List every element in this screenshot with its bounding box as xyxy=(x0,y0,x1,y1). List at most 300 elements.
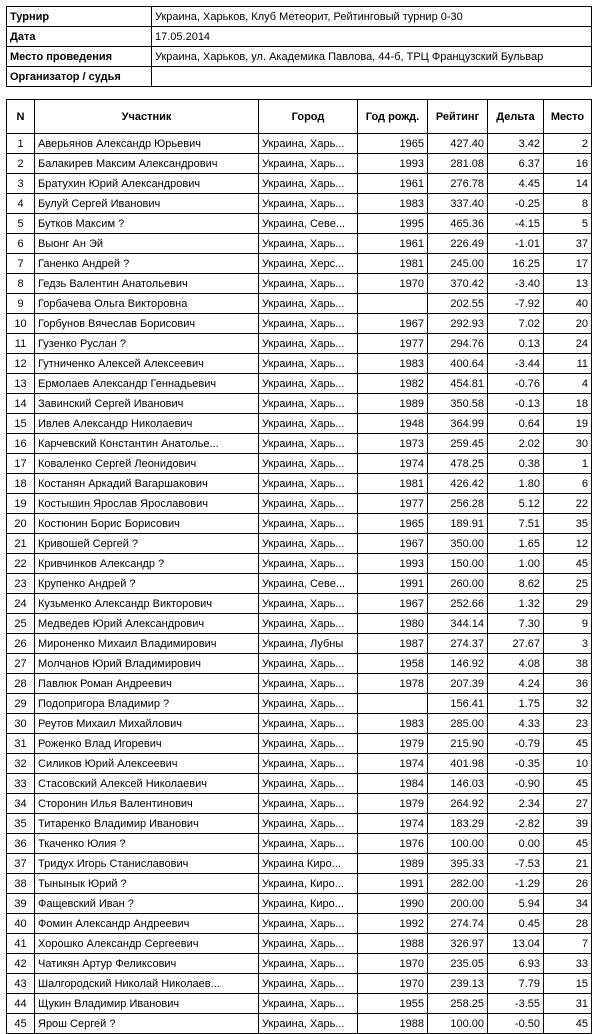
cell-number: 6 xyxy=(7,234,35,254)
cell-delta: 0.13 xyxy=(488,334,544,354)
cell-rating: 239.13 xyxy=(428,974,488,994)
cell-delta: 6.93 xyxy=(488,954,544,974)
cell-number: 45 xyxy=(7,1014,35,1034)
cell-rating: 350.58 xyxy=(428,394,488,414)
table-row xyxy=(7,534,592,554)
info-row-tournament xyxy=(7,7,592,27)
cell-delta: -4.15 xyxy=(488,214,544,234)
cell-rating: 264.92 xyxy=(428,794,488,814)
table-row xyxy=(7,374,592,394)
cell-rating: 294.76 xyxy=(428,334,488,354)
table-row xyxy=(7,714,592,734)
cell-participant: Ярош Сергей ? xyxy=(35,1014,259,1034)
cell-birth-year: 1974 xyxy=(358,454,428,474)
cell-participant: Балакирев Максим Александрович xyxy=(35,154,259,174)
cell-participant: Силиков Юрий Алексеевич xyxy=(35,754,259,774)
cell-delta: 7.02 xyxy=(488,314,544,334)
cell-place: 32 xyxy=(544,694,592,714)
cell-city: Украина, Харь... xyxy=(259,694,358,714)
cell-place: 8 xyxy=(544,194,592,214)
cell-birth-year: 1961 xyxy=(358,234,428,254)
table-row xyxy=(7,354,592,374)
cell-rating: 202.55 xyxy=(428,294,488,314)
cell-rating: 260.00 xyxy=(428,574,488,594)
cell-city: Украина, Харь... xyxy=(259,474,358,494)
info-value: 17.05.2014 xyxy=(152,27,592,47)
table-row xyxy=(7,434,592,454)
info-value: Украина, Харьков, ул. Академика Павлова, 44-б, ТРЦ Французский Бульвар xyxy=(152,47,592,67)
table-row xyxy=(7,154,592,174)
cell-place: 35 xyxy=(544,514,592,534)
cell-number: 4 xyxy=(7,194,35,214)
cell-place: 7 xyxy=(544,934,592,954)
cell-participant: Ермолаев Александр Геннадьевич xyxy=(35,374,259,394)
cell-participant: Реутов Михаил Михайлович xyxy=(35,714,259,734)
cell-city: Украина, Харь... xyxy=(259,314,358,334)
cell-participant: Мироненко Михаил Владимирович xyxy=(35,634,259,654)
cell-rating: 146.03 xyxy=(428,774,488,794)
cell-delta: -3.40 xyxy=(488,274,544,294)
cell-place: 30 xyxy=(544,434,592,454)
cell-place: 13 xyxy=(544,274,592,294)
cell-place: 29 xyxy=(544,594,592,614)
cell-city: Украина, Севе... xyxy=(259,214,358,234)
cell-rating: 207.39 xyxy=(428,674,488,694)
table-row xyxy=(7,514,592,534)
cell-place: 40 xyxy=(544,294,592,314)
cell-participant: Щукин Владимир Иванович xyxy=(35,994,259,1014)
cell-rating: 256.28 xyxy=(428,494,488,514)
cell-participant: Крупенко Андрей ? xyxy=(35,574,259,594)
cell-place: 39 xyxy=(544,814,592,834)
cell-delta: 4.08 xyxy=(488,654,544,674)
table-row xyxy=(7,554,592,574)
cell-number: 1 xyxy=(7,134,35,154)
cell-birth-year: 1980 xyxy=(358,614,428,634)
cell-participant: Фомин Александр Андреевич xyxy=(35,914,259,934)
cell-place: 5 xyxy=(544,214,592,234)
table-row xyxy=(7,834,592,854)
cell-place: 45 xyxy=(544,554,592,574)
cell-delta: 16.25 xyxy=(488,254,544,274)
cell-participant: Тридух Игорь Станиславович xyxy=(35,854,259,874)
cell-rating: 454.81 xyxy=(428,374,488,394)
cell-participant: Гузенко Руслан ? xyxy=(35,334,259,354)
cell-rating: 252.66 xyxy=(428,594,488,614)
cell-birth-year: 1973 xyxy=(358,434,428,454)
cell-birth-year: 1958 xyxy=(358,654,428,674)
cell-number: 34 xyxy=(7,794,35,814)
cell-participant: Ткаченко Юлия ? xyxy=(35,834,259,854)
cell-rating: 245.00 xyxy=(428,254,488,274)
cell-place: 45 xyxy=(544,1014,592,1034)
cell-city: Украина, Харь... xyxy=(259,914,358,934)
cell-city: Украина, Харь... xyxy=(259,354,358,374)
cell-delta: 27.67 xyxy=(488,634,544,654)
cell-rating: 364.99 xyxy=(428,414,488,434)
cell-participant: Гутниченко Алексей Алексеевич xyxy=(35,354,259,374)
cell-city: Украина, Харь... xyxy=(259,454,358,474)
table-row xyxy=(7,814,592,834)
cell-place: 28 xyxy=(544,914,592,934)
cell-participant: Карчевский Константин Анатолье... xyxy=(35,434,259,454)
table-row xyxy=(7,254,592,274)
table-row xyxy=(7,574,592,594)
column-header-city: Город xyxy=(259,100,358,134)
cell-birth-year: 1955 xyxy=(358,994,428,1014)
cell-city: Украина, Харь... xyxy=(259,134,358,154)
table-row xyxy=(7,974,592,994)
cell-city: Украина, Харь... xyxy=(259,514,358,534)
cell-birth-year: 1993 xyxy=(358,554,428,574)
cell-birth-year: 1979 xyxy=(358,734,428,754)
cell-birth-year: 1961 xyxy=(358,174,428,194)
cell-delta: 8.62 xyxy=(488,574,544,594)
cell-delta: 5.94 xyxy=(488,894,544,914)
cell-birth-year: 1993 xyxy=(358,154,428,174)
cell-number: 44 xyxy=(7,994,35,1014)
cell-participant: Костанян Аркадий Вагаршакович xyxy=(35,474,259,494)
cell-place: 25 xyxy=(544,574,592,594)
cell-number: 7 xyxy=(7,254,35,274)
cell-birth-year: 1983 xyxy=(358,714,428,734)
cell-birth-year: 1991 xyxy=(358,874,428,894)
table-row xyxy=(7,474,592,494)
cell-delta: -0.35 xyxy=(488,754,544,774)
cell-number: 23 xyxy=(7,574,35,594)
cell-city: Украина Киро... xyxy=(259,854,358,874)
column-header-place: Место xyxy=(544,100,592,134)
table-row xyxy=(7,414,592,434)
cell-number: 42 xyxy=(7,954,35,974)
table-row xyxy=(7,794,592,814)
cell-city: Украина, Харь... xyxy=(259,774,358,794)
cell-number: 38 xyxy=(7,874,35,894)
cell-delta: -0.25 xyxy=(488,194,544,214)
cell-rating: 292.93 xyxy=(428,314,488,334)
cell-birth-year: 1991 xyxy=(358,574,428,594)
cell-delta: -0.79 xyxy=(488,734,544,754)
cell-number: 31 xyxy=(7,734,35,754)
cell-rating: 226.49 xyxy=(428,234,488,254)
cell-delta: -0.90 xyxy=(488,774,544,794)
cell-place: 24 xyxy=(544,334,592,354)
cell-rating: 258.25 xyxy=(428,994,488,1014)
cell-birth-year: 1995 xyxy=(358,214,428,234)
cell-city: Украина, Киро... xyxy=(259,894,358,914)
cell-number: 37 xyxy=(7,854,35,874)
cell-birth-year: 1981 xyxy=(358,254,428,274)
cell-participant: Молчанов Юрий Владимирович xyxy=(35,654,259,674)
cell-city: Украина, Харь... xyxy=(259,674,358,694)
cell-rating: 274.74 xyxy=(428,914,488,934)
cell-city: Украина, Харь... xyxy=(259,234,358,254)
cell-city: Украина, Херс... xyxy=(259,254,358,274)
cell-delta: 4.24 xyxy=(488,674,544,694)
cell-rating: 281.08 xyxy=(428,154,488,174)
table-row xyxy=(7,874,592,894)
cell-rating: 276.78 xyxy=(428,174,488,194)
cell-participant: Роженко Влад Игоревич xyxy=(35,734,259,754)
cell-delta: -3.44 xyxy=(488,354,544,374)
cell-number: 24 xyxy=(7,594,35,614)
cell-rating: 183.29 xyxy=(428,814,488,834)
table-row xyxy=(7,454,592,474)
table-row xyxy=(7,854,592,874)
cell-delta: 0.64 xyxy=(488,414,544,434)
cell-place: 45 xyxy=(544,734,592,754)
table-row xyxy=(7,734,592,754)
cell-participant: Тынынык Юрий ? xyxy=(35,874,259,894)
cell-city: Украина, Харь... xyxy=(259,754,358,774)
cell-participant: Кузьменко Александр Викторович xyxy=(35,594,259,614)
cell-participant: Павлюк Роман Андреевич xyxy=(35,674,259,694)
cell-city: Украина, Лубны xyxy=(259,634,358,654)
cell-participant: Горбунов Вячеслав Борисович xyxy=(35,314,259,334)
cell-rating: 259.45 xyxy=(428,434,488,454)
table-row xyxy=(7,654,592,674)
cell-place: 10 xyxy=(544,754,592,774)
cell-delta: -7.92 xyxy=(488,294,544,314)
table-row xyxy=(7,594,592,614)
cell-birth-year: 1974 xyxy=(358,754,428,774)
cell-city: Украина, Севе... xyxy=(259,574,358,594)
cell-place: 23 xyxy=(544,714,592,734)
info-row-venue xyxy=(7,47,592,67)
cell-delta: 7.51 xyxy=(488,514,544,534)
cell-number: 17 xyxy=(7,454,35,474)
cell-delta: 0.00 xyxy=(488,834,544,854)
cell-number: 27 xyxy=(7,654,35,674)
cell-place: 9 xyxy=(544,614,592,634)
cell-place: 17 xyxy=(544,254,592,274)
cell-participant: Костюнин Борис Борисович xyxy=(35,514,259,534)
cell-city: Украина, Харь... xyxy=(259,194,358,214)
cell-rating: 400.64 xyxy=(428,354,488,374)
cell-delta: -0.76 xyxy=(488,374,544,394)
cell-delta: 7.79 xyxy=(488,974,544,994)
info-label: Организатор / судья xyxy=(7,67,152,87)
cell-number: 35 xyxy=(7,814,35,834)
cell-delta: 1.80 xyxy=(488,474,544,494)
cell-delta: -1.01 xyxy=(488,234,544,254)
cell-birth-year: 1989 xyxy=(358,394,428,414)
info-row-organizer xyxy=(7,67,592,87)
cell-city: Украина, Харь... xyxy=(259,534,358,554)
column-header-rating: Рейтинг xyxy=(428,100,488,134)
cell-place: 18 xyxy=(544,394,592,414)
cell-number: 12 xyxy=(7,354,35,374)
cell-number: 21 xyxy=(7,534,35,554)
cell-participant: Подопригора Владимир ? xyxy=(35,694,259,714)
info-label: Турнир xyxy=(7,7,152,27)
table-row xyxy=(7,694,592,714)
column-header-participant: Участник xyxy=(35,100,259,134)
table-row xyxy=(7,914,592,934)
cell-delta: 4.45 xyxy=(488,174,544,194)
cell-place: 22 xyxy=(544,494,592,514)
cell-participant: Ганенко Андрей ? xyxy=(35,254,259,274)
cell-birth-year: 1987 xyxy=(358,634,428,654)
cell-delta: -0.13 xyxy=(488,394,544,414)
cell-participant: Кривошей Сергей ? xyxy=(35,534,259,554)
cell-birth-year: 1984 xyxy=(358,774,428,794)
cell-rating: 427.40 xyxy=(428,134,488,154)
cell-rating: 235.05 xyxy=(428,954,488,974)
cell-delta: 5.12 xyxy=(488,494,544,514)
table-row xyxy=(7,214,592,234)
cell-delta: 0.45 xyxy=(488,914,544,934)
cell-number: 13 xyxy=(7,374,35,394)
cell-city: Украина, Харь... xyxy=(259,1014,358,1034)
cell-number: 41 xyxy=(7,934,35,954)
cell-rating: 200.00 xyxy=(428,894,488,914)
cell-rating: 156.41 xyxy=(428,694,488,714)
cell-participant: Чатикян Артур Феликсович xyxy=(35,954,259,974)
cell-delta: 7.30 xyxy=(488,614,544,634)
cell-delta: 0.38 xyxy=(488,454,544,474)
cell-birth-year: 1948 xyxy=(358,414,428,434)
info-label: Место проведения xyxy=(7,47,152,67)
cell-city: Украина, Харь... xyxy=(259,154,358,174)
cell-participant: Сторонин Илья Валентинович xyxy=(35,794,259,814)
cell-birth-year: 1970 xyxy=(358,954,428,974)
cell-number: 10 xyxy=(7,314,35,334)
cell-participant: Аверьянов Александр Юрьевич xyxy=(35,134,259,154)
cell-delta: 2.34 xyxy=(488,794,544,814)
cell-city: Украина, Харь... xyxy=(259,414,358,434)
cell-delta: 1.65 xyxy=(488,534,544,554)
cell-birth-year: 1965 xyxy=(358,134,428,154)
cell-participant: Медведев Юрий Александрович xyxy=(35,614,259,634)
table-row xyxy=(7,754,592,774)
cell-birth-year: 1974 xyxy=(358,814,428,834)
table-row xyxy=(7,394,592,414)
info-row-date xyxy=(7,27,592,47)
cell-delta: 1.75 xyxy=(488,694,544,714)
cell-number: 22 xyxy=(7,554,35,574)
cell-place: 16 xyxy=(544,154,592,174)
cell-city: Украина, Харь... xyxy=(259,494,358,514)
cell-delta: 3.42 xyxy=(488,134,544,154)
cell-number: 39 xyxy=(7,894,35,914)
cell-city: Украина, Харь... xyxy=(259,654,358,674)
cell-number: 14 xyxy=(7,394,35,414)
cell-rating: 326.97 xyxy=(428,934,488,954)
results-table xyxy=(6,99,592,1034)
cell-birth-year: 1983 xyxy=(358,354,428,374)
cell-place: 45 xyxy=(544,774,592,794)
cell-participant: Стасовский Алексей Николаевич xyxy=(35,774,259,794)
cell-city: Украина, Харь... xyxy=(259,434,358,454)
cell-participant: Горбачева Ольга Викторовна xyxy=(35,294,259,314)
cell-place: 14 xyxy=(544,174,592,194)
table-row xyxy=(7,134,592,154)
cell-number: 20 xyxy=(7,514,35,534)
cell-number: 11 xyxy=(7,334,35,354)
cell-place: 4 xyxy=(544,374,592,394)
cell-number: 33 xyxy=(7,774,35,794)
cell-city: Украина, Харь... xyxy=(259,334,358,354)
info-value: Украина, Харьков, Клуб Метеорит, Рейтинговый турнир 0-30 xyxy=(152,7,592,27)
cell-delta: -2.82 xyxy=(488,814,544,834)
cell-city: Украина, Харь... xyxy=(259,274,358,294)
cell-rating: 337.40 xyxy=(428,194,488,214)
cell-city: Украина, Харь... xyxy=(259,934,358,954)
cell-city: Украина, Харь... xyxy=(259,614,358,634)
cell-city: Украина, Харь... xyxy=(259,594,358,614)
cell-place: 45 xyxy=(544,834,592,854)
table-row xyxy=(7,314,592,334)
cell-place: 3 xyxy=(544,634,592,654)
table-row xyxy=(7,494,592,514)
info-label: Дата xyxy=(7,27,152,47)
cell-birth-year: 1979 xyxy=(358,794,428,814)
cell-number: 36 xyxy=(7,834,35,854)
cell-participant: Ивлев Александр Николаевич xyxy=(35,414,259,434)
cell-number: 32 xyxy=(7,754,35,774)
cell-rating: 100.00 xyxy=(428,1014,488,1034)
cell-birth-year: 1970 xyxy=(358,974,428,994)
cell-city: Украина, Харь... xyxy=(259,394,358,414)
table-row xyxy=(7,634,592,654)
cell-number: 28 xyxy=(7,674,35,694)
cell-rating: 478.25 xyxy=(428,454,488,474)
cell-place: 27 xyxy=(544,794,592,814)
cell-number: 19 xyxy=(7,494,35,514)
cell-birth-year: 1981 xyxy=(358,474,428,494)
cell-place: 26 xyxy=(544,874,592,894)
cell-city: Украина, Харь... xyxy=(259,954,358,974)
cell-place: 15 xyxy=(544,974,592,994)
cell-number: 18 xyxy=(7,474,35,494)
cell-number: 40 xyxy=(7,914,35,934)
cell-birth-year: 1988 xyxy=(358,934,428,954)
cell-birth-year: 1992 xyxy=(358,914,428,934)
cell-place: 37 xyxy=(544,234,592,254)
cell-rating: 150.00 xyxy=(428,554,488,574)
cell-rating: 189.91 xyxy=(428,514,488,534)
cell-delta: 2.02 xyxy=(488,434,544,454)
cell-delta: 4.33 xyxy=(488,714,544,734)
cell-birth-year: 1988 xyxy=(358,1014,428,1034)
cell-participant: Гедзь Валентин Анатольевич xyxy=(35,274,259,294)
cell-participant: Кривчинков Александр ? xyxy=(35,554,259,574)
cell-number: 9 xyxy=(7,294,35,314)
cell-birth-year: 1965 xyxy=(358,514,428,534)
cell-number: 43 xyxy=(7,974,35,994)
cell-city: Украина, Харь... xyxy=(259,834,358,854)
cell-number: 29 xyxy=(7,694,35,714)
cell-rating: 350.00 xyxy=(428,534,488,554)
cell-birth-year: 1983 xyxy=(358,194,428,214)
cell-participant: Завинский Сергей Иванович xyxy=(35,394,259,414)
cell-place: 19 xyxy=(544,414,592,434)
cell-participant: Бутков Максим ? xyxy=(35,214,259,234)
cell-birth-year: 1990 xyxy=(358,894,428,914)
cell-place: 6 xyxy=(544,474,592,494)
cell-city: Украина, Харь... xyxy=(259,794,358,814)
cell-rating: 465.36 xyxy=(428,214,488,234)
cell-place: 38 xyxy=(544,654,592,674)
cell-birth-year: 1976 xyxy=(358,834,428,854)
cell-participant: Шалгородский Николай Николаев... xyxy=(35,974,259,994)
cell-rating: 395.33 xyxy=(428,854,488,874)
cell-number: 8 xyxy=(7,274,35,294)
table-row xyxy=(7,294,592,314)
info-value xyxy=(152,67,592,87)
cell-rating: 285.00 xyxy=(428,714,488,734)
